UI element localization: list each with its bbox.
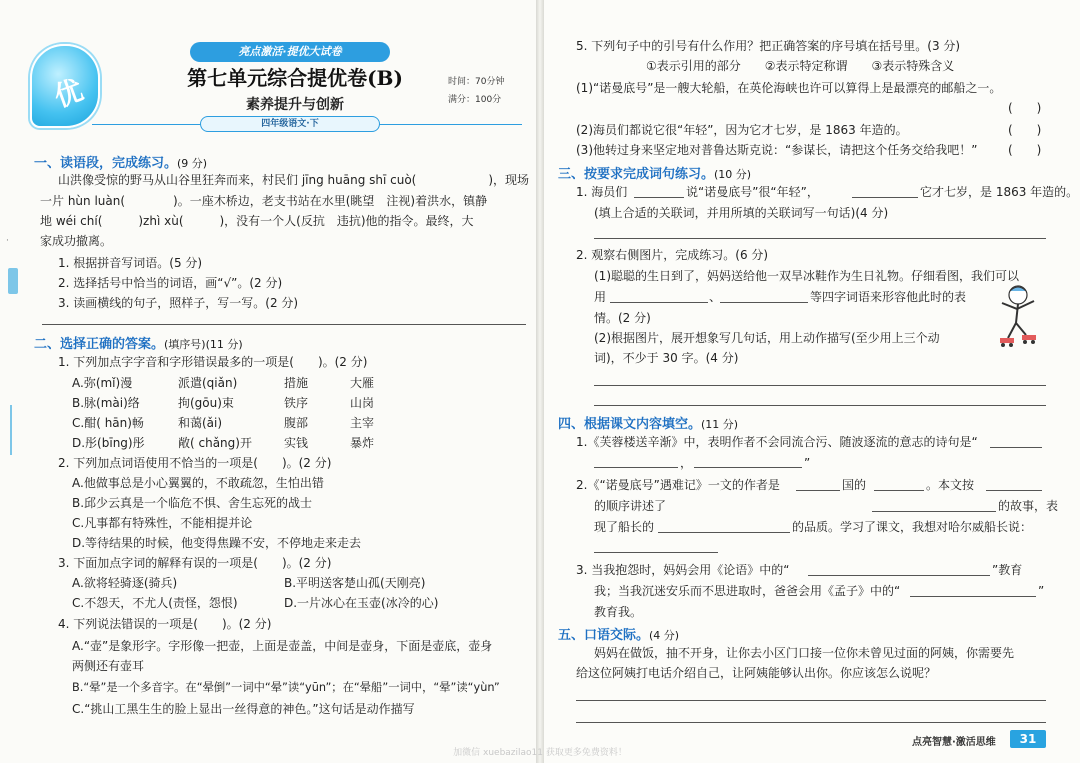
q3-option-b[interactable]: B.平明送客楚山孤(天刚亮) (284, 576, 426, 590)
s1-question-1: 1. 根据拼音写词语。(5 分) (58, 256, 203, 270)
passage-line-2: 一片 hùn luàn( )。一座木桥边，老支书站在水里(眺望 注视)着洪水，镇静 (40, 194, 488, 208)
blank-poem-3[interactable] (694, 467, 802, 468)
skate-right (1022, 335, 1036, 340)
book-spine (536, 0, 544, 763)
s4-q2-a: 2.《“诺曼底号”遇难记》一文的作者是 (576, 478, 780, 492)
q1-option-word: 派遣(qiǎn) (178, 376, 238, 390)
answer-line[interactable] (594, 405, 1046, 406)
s1-question-3: 3. 读画横线的句子，照样子，写一写。(2 分) (58, 296, 299, 310)
answer-line[interactable] (594, 385, 1046, 386)
s3-q1-part-b: 说“诺曼底号”很“年轻”， (686, 185, 819, 199)
q3-option-a[interactable]: A.欲将轻骑逐(骑兵) (72, 576, 178, 590)
s4-q3-d: ” (1038, 584, 1045, 598)
s3-q1-part-a: 1. 海员们 (576, 185, 628, 199)
s4-q3-b: ”教育 (992, 563, 1023, 577)
s4-q3-a: 3. 当我抱怨时，妈妈会用《论语》中的“ (576, 563, 790, 577)
passage-line-1: 山洪像受惊的野马从山谷里狂奔而来，村民们 jīng huāng shī cuò( )，现场 (58, 173, 530, 187)
blank-story[interactable] (872, 511, 996, 512)
section-4-points: (11 分) (701, 418, 739, 431)
s4-q3-e: 教育我。 (594, 605, 643, 619)
q5-item-2-answer[interactable]: ( ) (1008, 123, 1042, 137)
s2-question-3: 3. 下面加点字词的解释有误的一项是( )。(2 分) (58, 556, 332, 570)
page-subtitle: 素养提升与创新 (246, 97, 344, 113)
q1-option-word: 腹部 (284, 416, 309, 430)
q1-option-word: 措施 (284, 376, 309, 390)
s3-q2-part1: (1)聪聪的生日到了，妈妈送给他一双旱冰鞋作为生日礼物。仔细看图，我们可以 (594, 269, 1020, 283)
q5-prompt: 5. 下列句子中的引号有什么作用？把正确答案的序号填在括号里。(3 分) (576, 39, 961, 53)
s4-q1-comma: ， (680, 456, 693, 470)
wheel (1009, 343, 1013, 347)
section-3-heading (558, 163, 751, 182)
q4-option-b[interactable]: B.“晕”是一个多音字。在“晕倒”一词中“晕”读“yūn”；在“晕船”一词中，“晕”读“yùn” (72, 681, 500, 694)
q1-option-word: 实钱 (284, 436, 309, 450)
s4-q3-c: 我；当我沉迷安乐而不思进取时，爸爸会用《孟子》中的“ (594, 584, 901, 598)
blank-poem-2[interactable] (594, 467, 678, 468)
watermark: 加微信 xuebazilao11 获取更多免费资料！ (453, 748, 627, 758)
section-2-points: (填序号)(11 分) (164, 338, 243, 351)
s4-question-1: 1.《芙蓉楼送辛渐》中，表明作者不会同流合污、随波逐流的意志的诗句是“ (576, 435, 978, 449)
footer-brand: 点亮智慧·激活思维 (912, 737, 996, 748)
q5-item-1: (1)“诺曼底号”是一艘大轮船，在英伦海峡也许可以算得上是最漂亮的邮船之一。 (576, 81, 1002, 95)
s3-q1-part-c: 它才七岁，是 1863 年造的。 (920, 185, 1079, 199)
q5-options: ①表示引用的部分 ②表示特定称谓 ③表示特殊含义 (646, 59, 955, 73)
q5-item-3: (3)他转过身来坚定地对普鲁达斯克说：“参谋长，请把这个任务交给我吧！” (576, 143, 978, 157)
q1-option-c[interactable]: C.酣( hān)畅 (72, 416, 144, 430)
blank-country[interactable] (796, 490, 840, 491)
logo-bubble (30, 44, 100, 128)
blank-connective-2[interactable] (852, 197, 918, 198)
blank-idiom-2[interactable] (720, 302, 808, 303)
blank-mengzi[interactable] (910, 596, 1036, 597)
s2-question-2: 2. 下列加点词语使用不恰当的一项是( )。(2 分) (58, 456, 332, 470)
answer-line[interactable] (576, 700, 1046, 701)
blank-message[interactable] (594, 552, 718, 553)
q1-option-d[interactable]: D.彤(bīng)彤 (72, 436, 145, 450)
section-3-title: 三、按要求完成词句练习。 (558, 167, 715, 182)
section-4-heading (558, 413, 738, 432)
q4-option-a-line1[interactable]: A.“壶”是象形字。字形像一把壶，上面是壶盖，中间是壶身，下面是壶底，壶身 (72, 639, 493, 653)
q5-item-2: (2)海员们都说它很“年轻”，因为它才七岁，是 1863 年造的。 (576, 123, 908, 137)
s2-question-1: 1. 下列加点字字音和字形错误最多的一项是( )。(2 分) (58, 355, 368, 369)
answer-line[interactable] (42, 324, 526, 325)
s3-q1-instruction: (填上合适的关联词，并用所填的关联词写一句话)(4 分) (594, 206, 889, 220)
wheel (1023, 340, 1027, 344)
page-number: 31 (1010, 730, 1046, 748)
full-score: 满分：100分 (448, 95, 502, 105)
q1-option-word: 山岗 (350, 396, 375, 410)
section-2-heading (34, 333, 243, 352)
blank-connective-1[interactable] (634, 197, 684, 198)
s1-question-2: 2. 选择括号中恰当的词语，画“√”。(2 分) (58, 276, 283, 290)
skater-body (1008, 304, 1026, 338)
blank-author[interactable] (874, 490, 924, 491)
s4-q2-g: 的品质。学习了课文，我想对哈尔威船长说： (792, 520, 1033, 534)
blank-idiom-1[interactable] (610, 302, 708, 303)
passage-line-4: 家成功撤离。 (40, 234, 113, 248)
s3-question-2: 2. 观察右侧图片，完成练习。(6 分) (576, 248, 769, 262)
q1-option-word: 主宰 (350, 416, 375, 430)
q1-option-word: 暴炸 (350, 436, 375, 450)
section-1-heading (34, 152, 207, 171)
series-banner: 亮点激活·提优大试卷 (190, 42, 390, 62)
q5-item-3-answer[interactable]: ( ) (1008, 143, 1042, 157)
time-limit: 时间：70分钟 (448, 77, 505, 87)
s3-q2-part1-end: 情。(2 分) (594, 311, 651, 325)
q1-option-b[interactable]: B.脉(mài)络 (72, 396, 140, 410)
s4-q1-close: ” (804, 456, 811, 470)
q2-option-b[interactable]: B.邱少云真是一个临危不惧、舍生忘死的战士 (72, 496, 313, 510)
blank-poem-1[interactable] (990, 447, 1042, 448)
s4-q2-c: 。本文按 (926, 478, 975, 492)
q1-option-word: 铁序 (284, 396, 309, 410)
q5-item-1-answer[interactable]: ( ) (1008, 101, 1042, 115)
s4-q2-f: 现了船长的 (594, 520, 655, 534)
section-3-points: (10 分) (714, 168, 752, 181)
q1-option-a[interactable]: A.弥(mǐ)漫 (72, 376, 133, 390)
section-2-title: 二、选择正确的答案。 (34, 337, 165, 352)
s3-q2-blank-text-3: 等四字词语来形容他此时的表 (810, 290, 967, 304)
section-1-points: (9 分) (177, 157, 208, 170)
roller-skater-illustration (988, 283, 1048, 353)
section-5-title: 五、口语交际。 (558, 628, 650, 643)
section-4-title: 四、根据课文内容填空。 (558, 417, 702, 432)
section-5-heading (558, 624, 679, 643)
section-1-title: 一、读语段，完成练习。 (34, 156, 178, 171)
q2-option-c[interactable]: C.凡事都有特殊性，不能相提并论 (72, 516, 253, 530)
q1-option-word: 和蔼(ǎi) (178, 416, 223, 430)
s3-q2-blank-text-2: 、 (709, 290, 722, 304)
page-title: 第七单元综合提优卷(B) (187, 66, 403, 90)
grade-label: 四年级语文·下 (200, 116, 380, 132)
s3-q2-blank-text-1: 用 (594, 290, 607, 304)
q2-option-d[interactable]: D.等待结果的时候，他变得焦躁不安，不停地走来走去 (72, 536, 362, 550)
margin-tab (8, 268, 18, 294)
s4-q2-e: 的故事，表 (998, 499, 1059, 513)
exam-header (30, 44, 520, 130)
q3-option-c[interactable]: C.不怨天，不尤人(责怪，怨恨) (72, 596, 238, 610)
wheel (1001, 343, 1005, 347)
passage-line-3: 地 wéi chí( )zhì xù( )，没有一个人(反抗 违抗)他的指令。最终，大 (40, 214, 474, 228)
s3-q2-part2-end: 词)，不少于 30 字。(4 分) (594, 351, 739, 365)
s3-q2-part2: (2)根据图片，展开想象写几句话，用上动作描写(至少用上三个动 (594, 331, 940, 345)
blank-quality[interactable] (658, 532, 790, 533)
q4-option-a-line2[interactable]: 两侧还有壶耳 (72, 659, 145, 673)
logo-text: 优 (49, 73, 88, 114)
s5-prompt-1: 妈妈在做饭，抽不开身，让你去小区门口接一位你未曾见过面的阿姨，你需要先 (594, 646, 1015, 660)
skate-left (1000, 338, 1014, 343)
s4-q2-b: 国的 (842, 478, 867, 492)
q4-option-c[interactable]: C.“挑山工黑生生的脸上显出一丝得意的神色。”这句话是动作描写 (72, 702, 415, 716)
section-5-points: (4 分) (649, 629, 680, 642)
q2-option-a[interactable]: A.他做事总是小心翼翼的，不敢疏忽，生怕出错 (72, 476, 324, 490)
q3-option-d[interactable]: D.一片冰心在玉壶(冰冷的心) (284, 596, 439, 610)
blank-order[interactable] (986, 490, 1042, 491)
answer-line[interactable] (594, 238, 1046, 239)
answer-line[interactable] (576, 722, 1046, 723)
q1-option-word: 拘(gōu)束 (178, 396, 234, 410)
blank-lunyu[interactable] (808, 575, 990, 576)
q1-option-word: 敞( chǎng)开 (178, 436, 252, 450)
wheel (1031, 340, 1035, 344)
s2-question-4: 4. 下列说法错误的一项是( )。(2 分) (58, 617, 272, 631)
s5-prompt-2: 给这位阿姨打电话介绍自己，让阿姨能够认出你。你应该怎么说呢？ (576, 666, 937, 680)
margin-bar (10, 405, 16, 455)
q1-option-word: 大雁 (350, 376, 375, 390)
margin-mark: · (6, 236, 9, 246)
s4-q2-d: 的顺序讲述了 (594, 499, 667, 513)
